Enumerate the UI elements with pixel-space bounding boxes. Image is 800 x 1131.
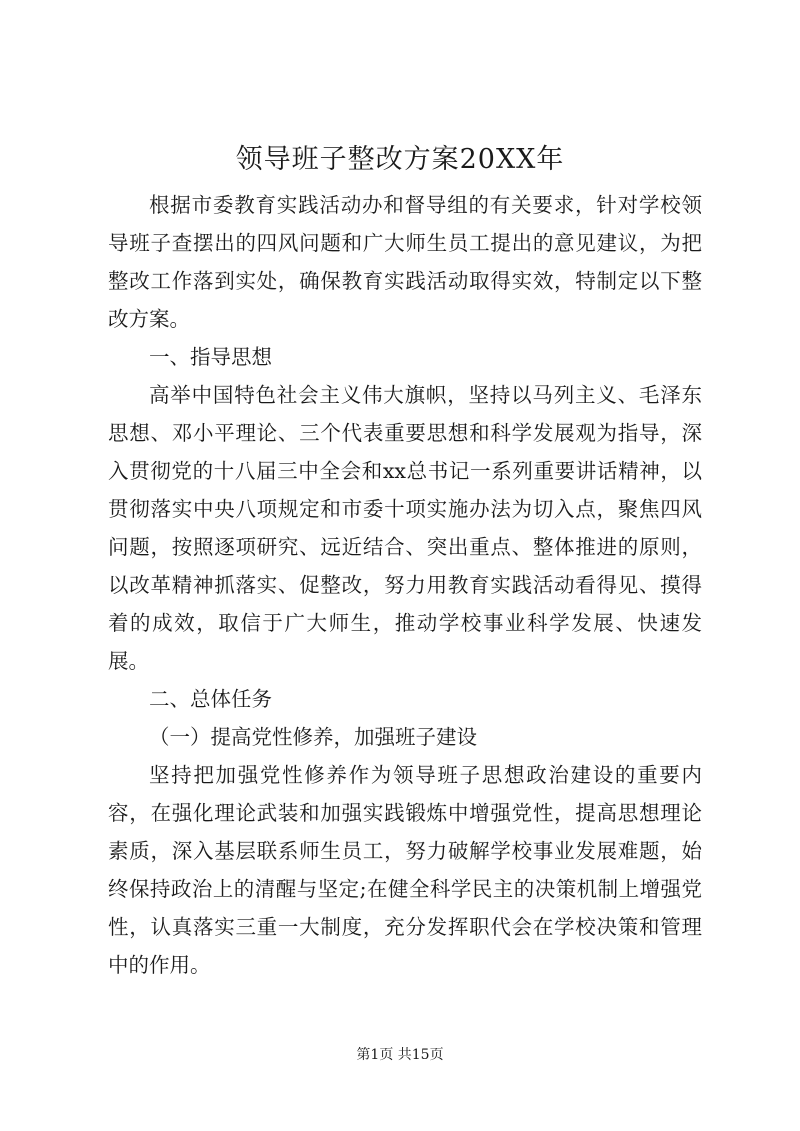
guiding-thought-paragraph: 高举中国特色社会主义伟大旗帜，坚持以马列主义、毛泽东思想、邓小平理论、三个代表重要思想和科学发展观为指导，深入贯彻党的十八届三中全会和xx总书记一系列重要讲话精神，以贯彻落实中央八项规定和市委十项实施办法为切入点，聚焦四风问题，按照逐项研究、远近结合、突出重点、整体推进的原则，以改革精神抓落实、促整改，努力用教育实践活动看得见、摸得着的成效，取信于广大师生，推动学校事业科学发展、快速发展。 [108,383,702,673]
party-spirit-paragraph: 坚持把加强党性修养作为领导班子思想政治建设的重要内容，在强化理论武装和加强实践锻炼中增强党性，提高思想理论素质，深入基层联系师生员工，努力破解学校事业发展难题，始终保持政治上的清醒与坚定;在健全科学民主的决策机制上增强党性，认真落实三重一大制度，充分发挥职代会在学校决策和管理中的作用。 [108,763,702,977]
page-footer: 第1页 共15页 [356,1047,444,1063]
section-heading-guiding-thought: 一、指导思想 [149,345,272,369]
intro-paragraph: 根据市委教育实践活动办和督导组的有关要求，针对学校领导班子查摆出的四风问题和广大师生员工提出的意见建议，为把整改工作落到实处，确保教育实践活动取得实效，特制定以下整改方案。 [108,193,702,331]
document-body [108,186,702,984]
section-heading-overall-tasks: 二、总体任务 [149,687,272,711]
document-title: 领导班子整改方案20XX年 [235,144,565,175]
subsection-heading-party-spirit: （一）提高党性修养，加强班子建设 [149,725,477,749]
